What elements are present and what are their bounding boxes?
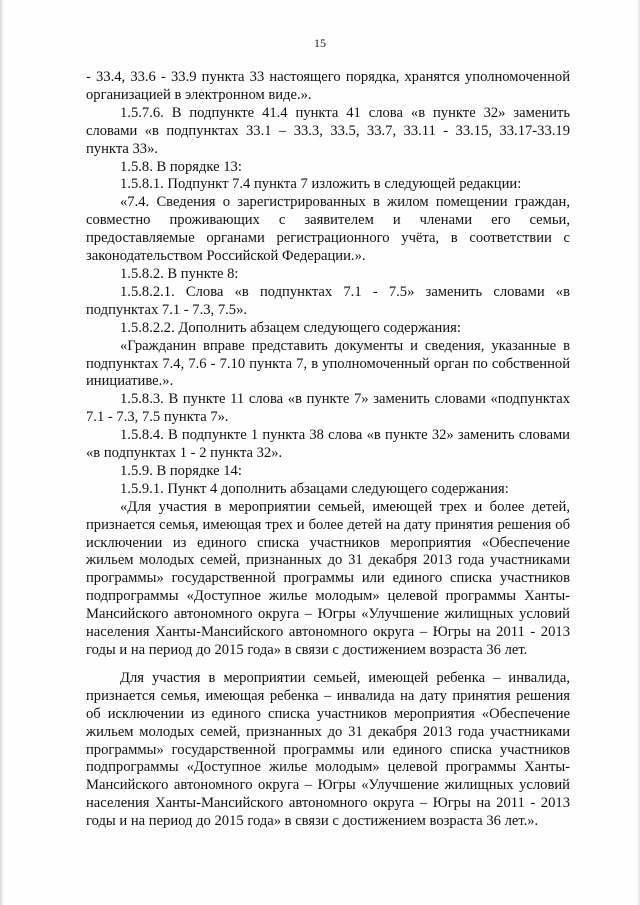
- paragraph-1-5-8-2-1: 1.5.8.2.1. Слова «в подпунктах 7.1 - 7.5» заменить словами «в подпунктах 7.1 - 7.3, 7.5».: [86, 283, 570, 318]
- paragraph-disabled-child-quote: Для участия в мероприятии семьей, имеющей ребенка – инвалида, признается семья, имеющая ребенка – инвалида на дату принятия решения об исключении из единого списка участников мероприятия «Обеспечение жильем молодых семей, признанных до 31 декабря 2013 года участниками программы» государственной программы или единого списка участников подпрограммы «Доступное жилье молодым» целевой программы Ханты-Мансийского автономного округа – Югры «Улучшение жилищных условий населения Ханты-Мансийского автономного округа – Югры на 2011 - 2013 годы и на период до 2015 года» в связи с достижением возраста 36 лет.».: [86, 669, 570, 830]
- paragraph-citizen-quote: «Гражданин вправе представить документы и сведения, указанные в подпунктах 7.4, 7.6 - 7.10 пункта 7, в уполномоченный орган по собственной инициативе.».: [86, 337, 570, 390]
- paragraph-1-5-8: 1.5.8. В порядке 13:: [120, 158, 242, 175]
- paragraph-7-4-quote: «7.4. Сведения о зарегистрированных в жилом помещении граждан, совместно проживающих с заявителем и членами его семьи, предоставляемые органами регистрационного учёта, в соответствии с законодательством Российской Федерации.».: [86, 194, 570, 265]
- scan-edge-left: [0, 0, 4, 905]
- paragraph-continuation: - 33.4, 33.6 - 33.9 пункта 33 настоящего порядка, хранятся уполномоченной организацией в электронном виде.».: [86, 69, 570, 103]
- paragraph-large-family-quote: «Для участия в мероприятии семьей, имеющей трех и более детей, признается семья, имеющая трех и более детей на дату принятия решения об исключении из единого списка участников мероприятия «Обеспечение жильем молодых семей, признанных до 31 декабря 2013 года участниками программы» государственной программы или единого списка участников подпрограммы «Доступное жилье молодым» целевой программы Ханты-Мансийского автономного округа – Югры «Улучшение жилищных условий населения Ханты-Мансийского автономного округа – Югры на 2011 - 2013 годы и на период до 2015 года» в связи с достижением возраста 36 лет.: [86, 498, 570, 658]
- paragraph-1-5-8-2-2: 1.5.8.2.2. Дополнить абзацем следующего содержания:: [120, 319, 461, 336]
- document-body: [86, 69, 570, 831]
- page-number: 15: [314, 36, 326, 50]
- paragraph-1-5-8-3: 1.5.8.3. В пункте 11 слова «в пункте 7» заменить словами «подпунктах 7.1 - 7.3, 7.5 пункта 7».: [86, 391, 570, 426]
- paragraph-1-5-9-1: 1.5.9.1. Пункт 4 дополнить абзацами следующего содержания:: [120, 480, 509, 497]
- paragraph-1-5-8-2: 1.5.8.2. В пункте 8:: [120, 265, 239, 282]
- paragraph-1-5-7-6: 1.5.7.6. В подпункте 41.4 пункта 41 слова «в пункте 32» заменить словами «в подпунктах 33.1 – 33.3, 33.5, 33.7, 33.11 - 33.15, 33.17-33.19 пункта 33».: [86, 104, 570, 157]
- paragraph-1-5-8-4: 1.5.8.4. В подпункте 1 пункта 38 слова «в пункте 32» заменить словами «в подпунктах 1 - 2 пункта 32».: [86, 427, 570, 462]
- paragraph-1-5-8-1: 1.5.8.1. Подпункт 7.4 пункта 7 изложить в следующей редакции:: [120, 176, 522, 193]
- paragraph-1-5-9: 1.5.9. В порядке 14:: [120, 462, 242, 479]
